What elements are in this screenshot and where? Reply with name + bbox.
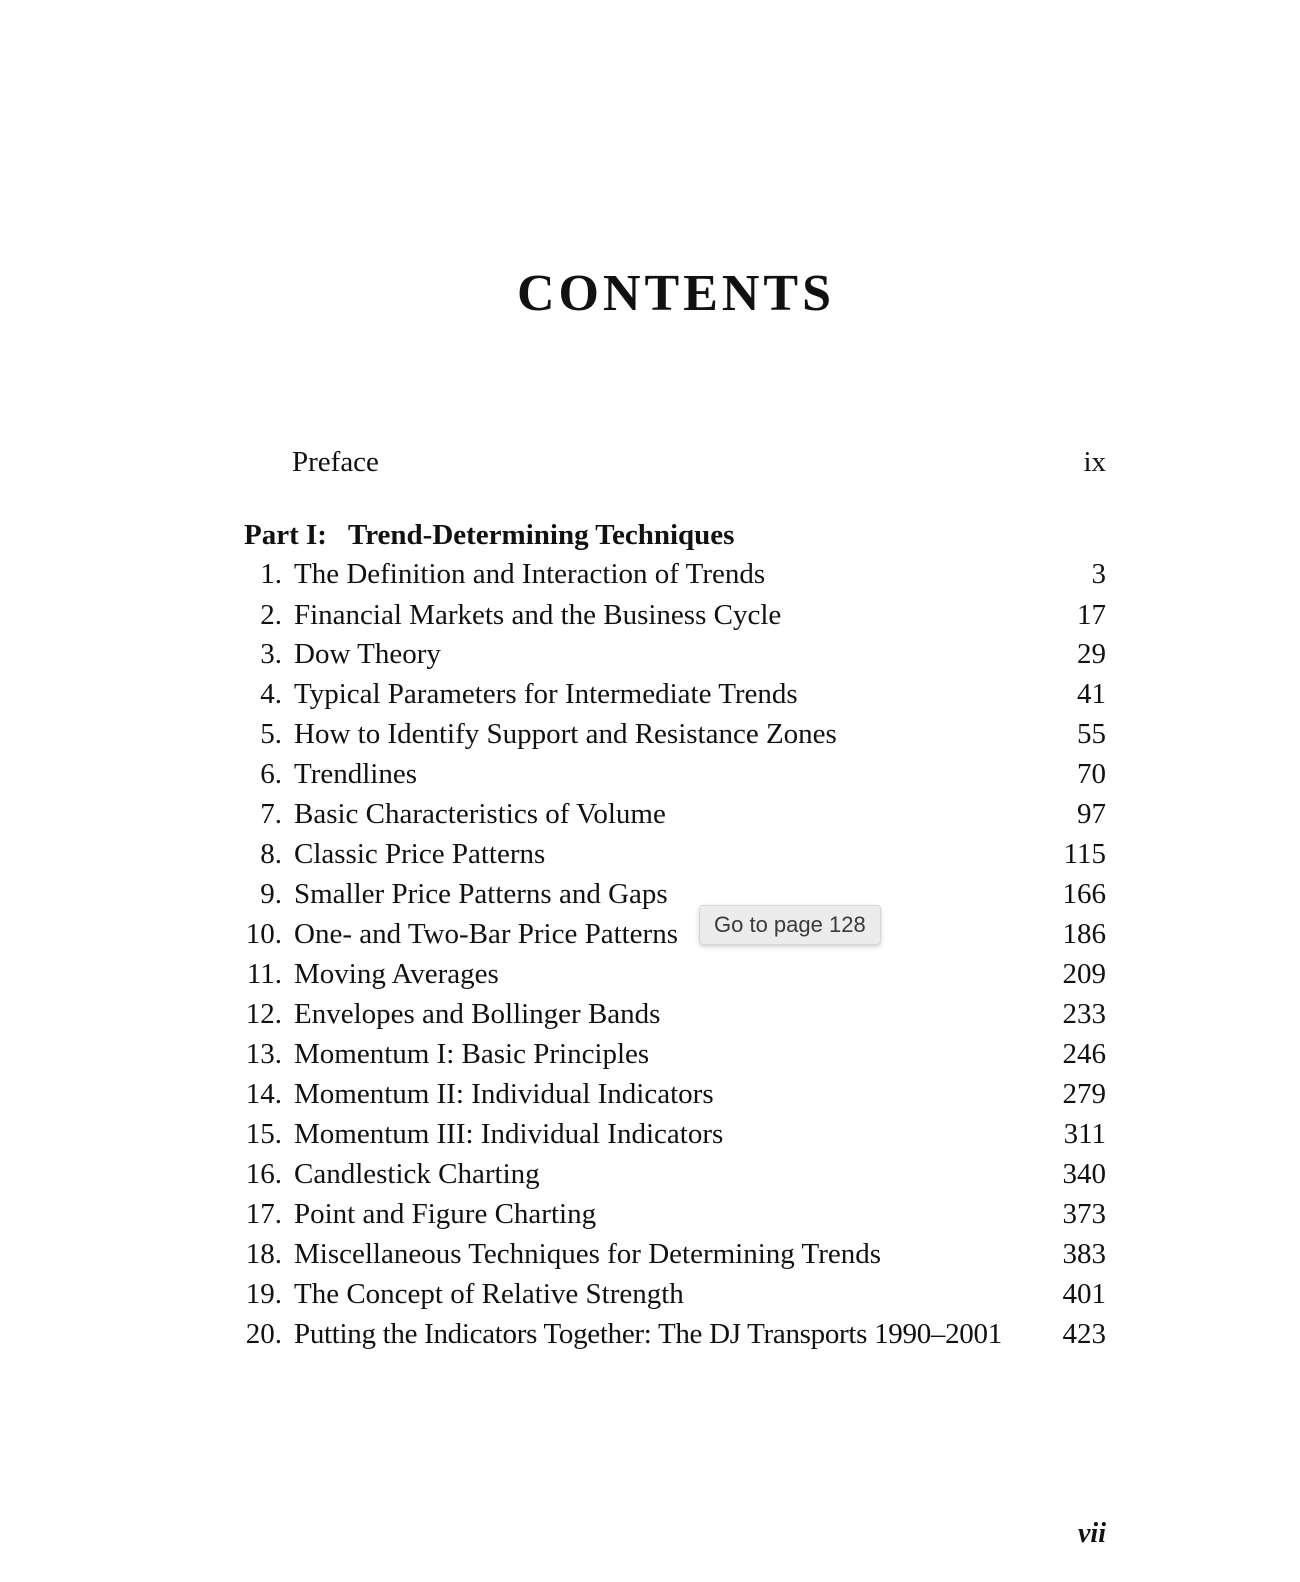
toc-entry[interactable] [0,1114,1300,1154]
chapter-page-number: 186 [1062,918,1106,950]
chapter-number: 4. [260,678,282,710]
chapter-page-number: 423 [1062,1318,1106,1350]
chapter-number: 5. [260,718,282,750]
chapter-page-number: 383 [1062,1238,1106,1270]
chapter-title: Typical Parameters for Intermediate Trends [294,678,798,710]
toc-entry-preface[interactable] [0,442,1300,482]
chapter-number: 11. [246,958,282,990]
toc-entry[interactable] [0,674,1300,714]
page-title: CONTENTS [516,265,836,322]
chapter-number: 1. [260,558,282,590]
chapter-title: Putting the Indicators Together: The DJ Transports 1990–2001 [294,1318,1002,1350]
toc-entry[interactable] [0,794,1300,834]
toc-entry[interactable] [0,634,1300,674]
chapter-page-number: 209 [1062,958,1106,990]
chapter-title: Momentum II: Individual Indicators [294,1078,714,1110]
toc-entry[interactable] [0,714,1300,754]
chapter-page-number: 70 [1077,758,1106,790]
toc-entry[interactable] [0,874,1300,914]
toc-entry[interactable] [0,1154,1300,1194]
page-folio: vii [1078,1518,1106,1549]
chapter-title: How to Identify Support and Resistance Zones [294,718,837,750]
chapter-number: 10. [245,918,282,950]
toc-entry[interactable] [0,994,1300,1034]
chapter-title: Momentum III: Individual Indicators [294,1118,724,1150]
chapter-page-number: 340 [1062,1158,1106,1190]
chapter-number: 18. [245,1238,282,1270]
go-to-page-tooltip: Go to page 128 [699,905,881,945]
toc-entry[interactable] [0,754,1300,794]
toc-entry[interactable] [0,1274,1300,1314]
chapter-number: 12. [245,998,282,1030]
toc-entry[interactable] [0,834,1300,874]
chapter-number: 20. [245,1318,282,1350]
chapter-title: Moving Averages [294,958,499,990]
chapter-page-number: 246 [1062,1038,1106,1070]
chapter-title: Smaller Price Patterns and Gaps [294,878,668,910]
chapter-page-number: 373 [1062,1198,1106,1230]
chapter-title: Classic Price Patterns [294,838,546,870]
chapter-title: Candlestick Charting [294,1158,540,1190]
toc-entry[interactable] [0,914,1300,954]
chapter-title: Trendlines [294,758,417,790]
chapter-title: Financial Markets and the Business Cycle [294,599,782,631]
chapter-number: 7. [260,798,282,830]
toc-entry[interactable] [0,954,1300,994]
chapter-title: The Definition and Interaction of Trends [294,558,766,590]
chapter-number: 9. [260,878,282,910]
part-title: Trend-Determining Techniques [348,519,735,551]
chapter-title: Point and Figure Charting [294,1198,597,1230]
chapter-title: Dow Theory [294,638,441,670]
chapter-title: Envelopes and Bollinger Bands [294,998,661,1030]
toc-entry[interactable] [0,1074,1300,1114]
chapter-page-number: 115 [1063,838,1106,870]
chapter-page-number: 17 [1077,599,1106,631]
chapter-number: 3. [260,638,282,670]
chapter-number: 6. [260,758,282,790]
toc-entry[interactable] [0,595,1300,635]
chapter-number: 17. [245,1198,282,1230]
chapter-number: 13. [245,1038,282,1070]
chapter-title: The Concept of Relative Strength [294,1278,684,1310]
chapter-number: 16. [245,1158,282,1190]
chapter-page-number: 311 [1063,1118,1106,1150]
chapter-number: 14. [245,1078,282,1110]
chapter-title: Basic Characteristics of Volume [294,798,666,830]
chapter-number: 2. [260,599,282,631]
toc-entry[interactable] [0,554,1300,594]
chapter-number: 15. [245,1118,282,1150]
entry-title: Preface [292,446,379,478]
part-heading [244,515,1044,555]
entry-page-number: ix [1083,446,1106,478]
part-label: Part I: [244,519,327,551]
chapter-page-number: 166 [1062,878,1106,910]
chapter-page-number: 401 [1062,1278,1106,1310]
chapter-page-number: 279 [1062,1078,1106,1110]
chapter-title: Miscellaneous Techniques for Determining Trends [294,1238,882,1270]
toc-entry[interactable] [0,1314,1300,1354]
chapter-page-number: 233 [1062,998,1106,1030]
chapter-page-number: 3 [1091,558,1106,590]
chapter-title: Momentum I: Basic Principles [294,1038,650,1070]
chapter-title: One- and Two-Bar Price Patterns [294,918,678,950]
chapter-page-number: 97 [1077,798,1106,830]
chapter-number: 19. [245,1278,282,1310]
chapter-page-number: 41 [1077,678,1106,710]
toc-entry[interactable] [0,1234,1300,1274]
chapter-page-number: 29 [1077,638,1106,670]
toc-entry[interactable] [0,1194,1300,1234]
chapter-number: 8. [260,838,282,870]
toc-entry[interactable] [0,1034,1300,1074]
chapter-page-number: 55 [1077,718,1106,750]
